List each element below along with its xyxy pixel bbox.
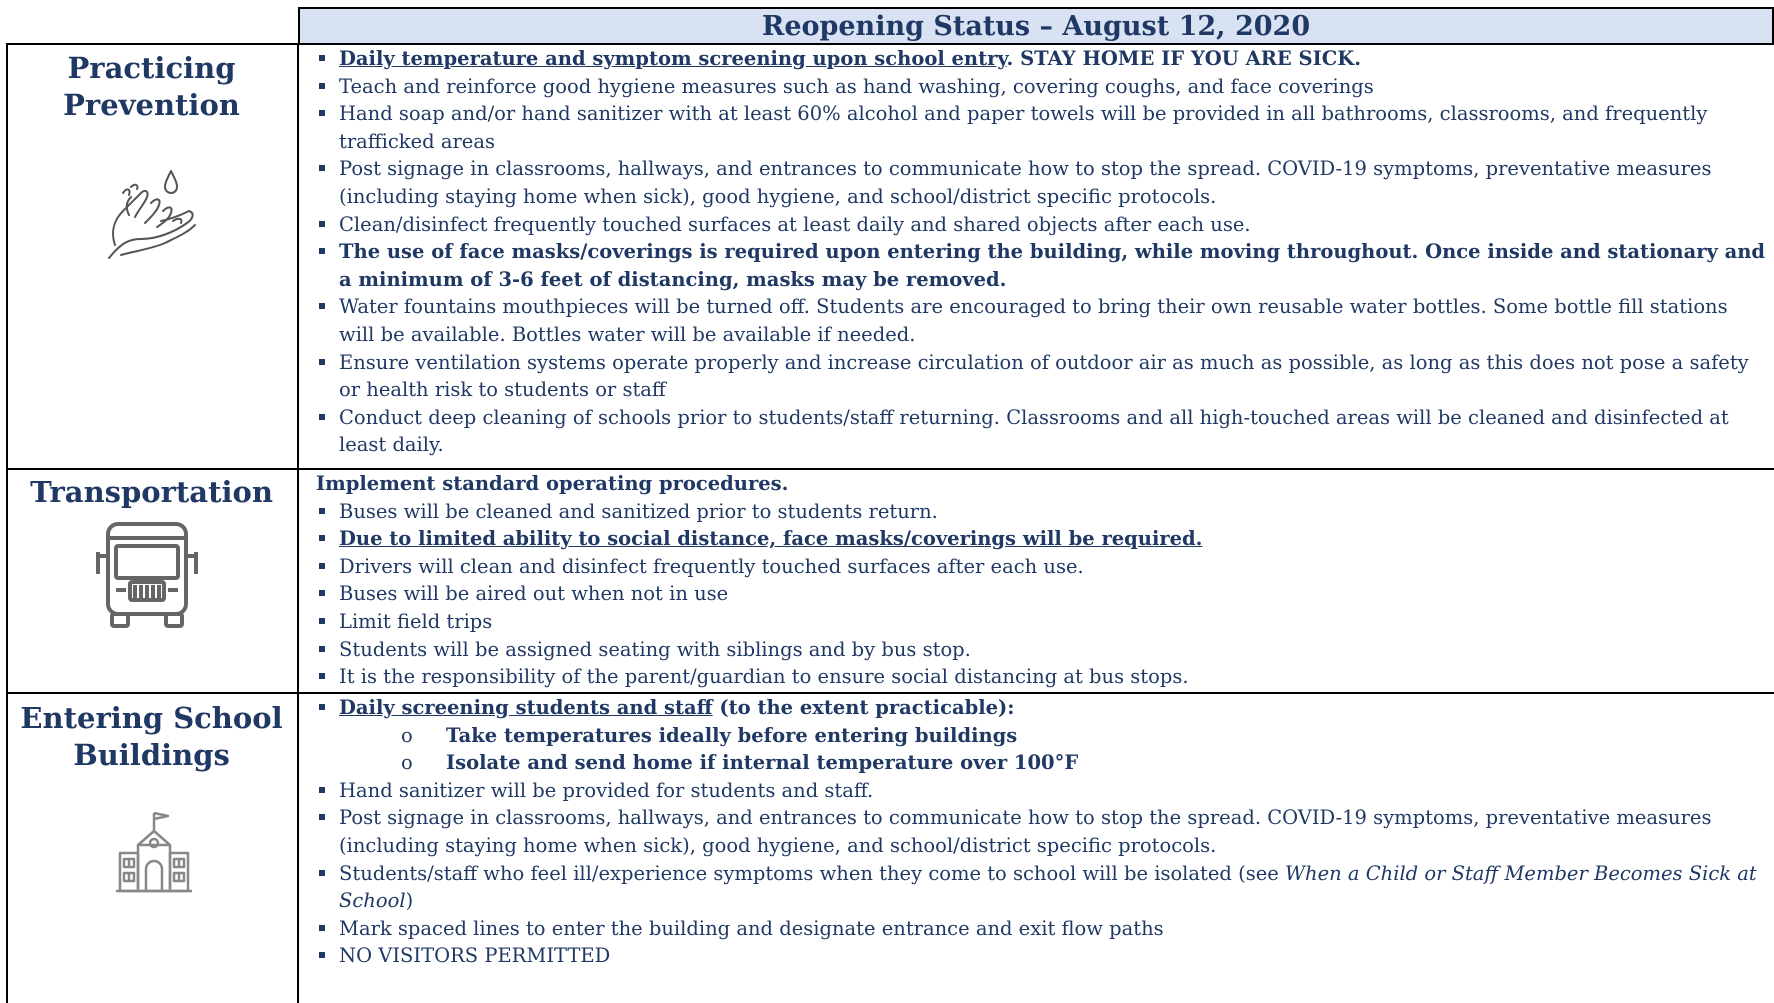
list-item: Post signage in classrooms, hallways, and entrances to communicate how to stop the spread. COVID-19 symptoms, preventative measures (including staying home when sick), good hygiene, and school/district specific protocols.: [316, 804, 1766, 859]
transportation-lead: Implement standard operating procedures.: [316, 472, 789, 495]
sub-list-item: o Isolate and send home if internal temperature over 100°F: [316, 749, 1766, 777]
row-entering-school-buildings: [6, 692, 1774, 1003]
category-title-line2: Buildings: [73, 738, 230, 772]
list-item: NO VISITORS PERMITTED: [316, 942, 1766, 970]
category-title-line2: Prevention: [63, 88, 240, 122]
list-item: Post signage in classrooms, hallways, and entrances to communicate how to stop the spread. COVID-19 symptoms, preventative measures (including staying home when sick), good hygiene, and school/district specific protocols.: [316, 155, 1766, 210]
list-item: Buses will be aired out when not in use: [316, 580, 1766, 608]
category-title: Transportation: [30, 475, 273, 509]
list-item: Mark spaced lines to enter the building and designate entrance and exit flow paths: [316, 915, 1766, 943]
item-reference: When a Child or Staff Member Becomes Sick at School: [339, 861, 1757, 913]
item-text: ): [405, 889, 414, 913]
hand-washing-icon: [101, 163, 211, 263]
item-text: . STAY HOME IF YOU ARE SICK.: [1006, 47, 1362, 70]
list-item: Due to limited ability to social distance, face masks/coverings will be required.: [316, 525, 1766, 553]
list-item: Ensure ventilation systems operate properly and increase circulation of outdoor air as much as possible, as long as this does not pose a safety or health risk to students or staff: [316, 349, 1766, 404]
prevention-list: [316, 45, 1766, 459]
school-bus-icon: [92, 518, 202, 630]
item-text: (to the extent practicable):: [712, 696, 1015, 719]
category-title: [6, 50, 297, 124]
row-transportation: [6, 468, 1774, 692]
transportation-list: [316, 470, 1766, 691]
item-emphasis: Daily screening students and staff: [339, 696, 713, 719]
list-item: Clean/disinfect frequently touched surfaces at least daily and shared objects after each use.: [316, 211, 1766, 239]
item-text: Students/staff who feel ill/experience symptoms when they come to school will be isolated (see: [339, 861, 1285, 885]
school-building-icon: [114, 809, 194, 895]
list-item: [316, 694, 1766, 722]
table-header: Reopening Status – August 12, 2020: [298, 7, 1774, 43]
list-item: Hand soap and/or hand sanitizer with at least 60% alcohol and paper towels will be provided in all bathrooms, classrooms, and frequently trafficked areas: [316, 100, 1766, 155]
list-item: Students will be assigned seating with siblings and by bus stop.: [316, 636, 1766, 664]
list-item: Conduct deep cleaning of schools prior to students/staff returning. Classrooms and all high-touched areas will be cleaned and disinfected at least daily.: [316, 404, 1766, 459]
category-title-line1: Practicing: [67, 51, 236, 85]
list-item: Limit field trips: [316, 608, 1766, 636]
list-item: Buses will be cleaned and sanitized prior to students return.: [316, 498, 1766, 526]
list-item: Water fountains mouthpieces will be turned off. Students are encouraged to bring their own reusable water bottles. Some bottle fill stations will be available. Bottles water will be available if needed.: [316, 293, 1766, 348]
list-item: The use of face masks/coverings is required upon entering the building, while moving throughout. Once inside and stationary and a minimum of 3-6 feet of distancing, masks may be removed.: [316, 238, 1766, 293]
row-practicing-prevention: [6, 43, 1774, 468]
item-emphasis: Daily temperature and symptom screening upon school entry: [339, 47, 1007, 70]
list-item: [316, 45, 1766, 73]
sub-list-item: o Take temperatures ideally before entering buildings: [316, 722, 1766, 750]
category-title-line1: Entering School: [20, 701, 283, 735]
list-item: It is the responsibility of the parent/guardian to ensure social distancing at bus stops.: [316, 663, 1766, 691]
entering-list: [316, 694, 1766, 970]
list-item: [316, 860, 1766, 915]
list-item: Drivers will clean and disinfect frequently touched surfaces after each use.: [316, 553, 1766, 581]
list-item: Teach and reinforce good hygiene measures such as hand washing, covering coughs, and face coverings: [316, 73, 1766, 101]
category-title: [6, 700, 297, 774]
list-item: Hand sanitizer will be provided for students and staff.: [316, 777, 1766, 805]
